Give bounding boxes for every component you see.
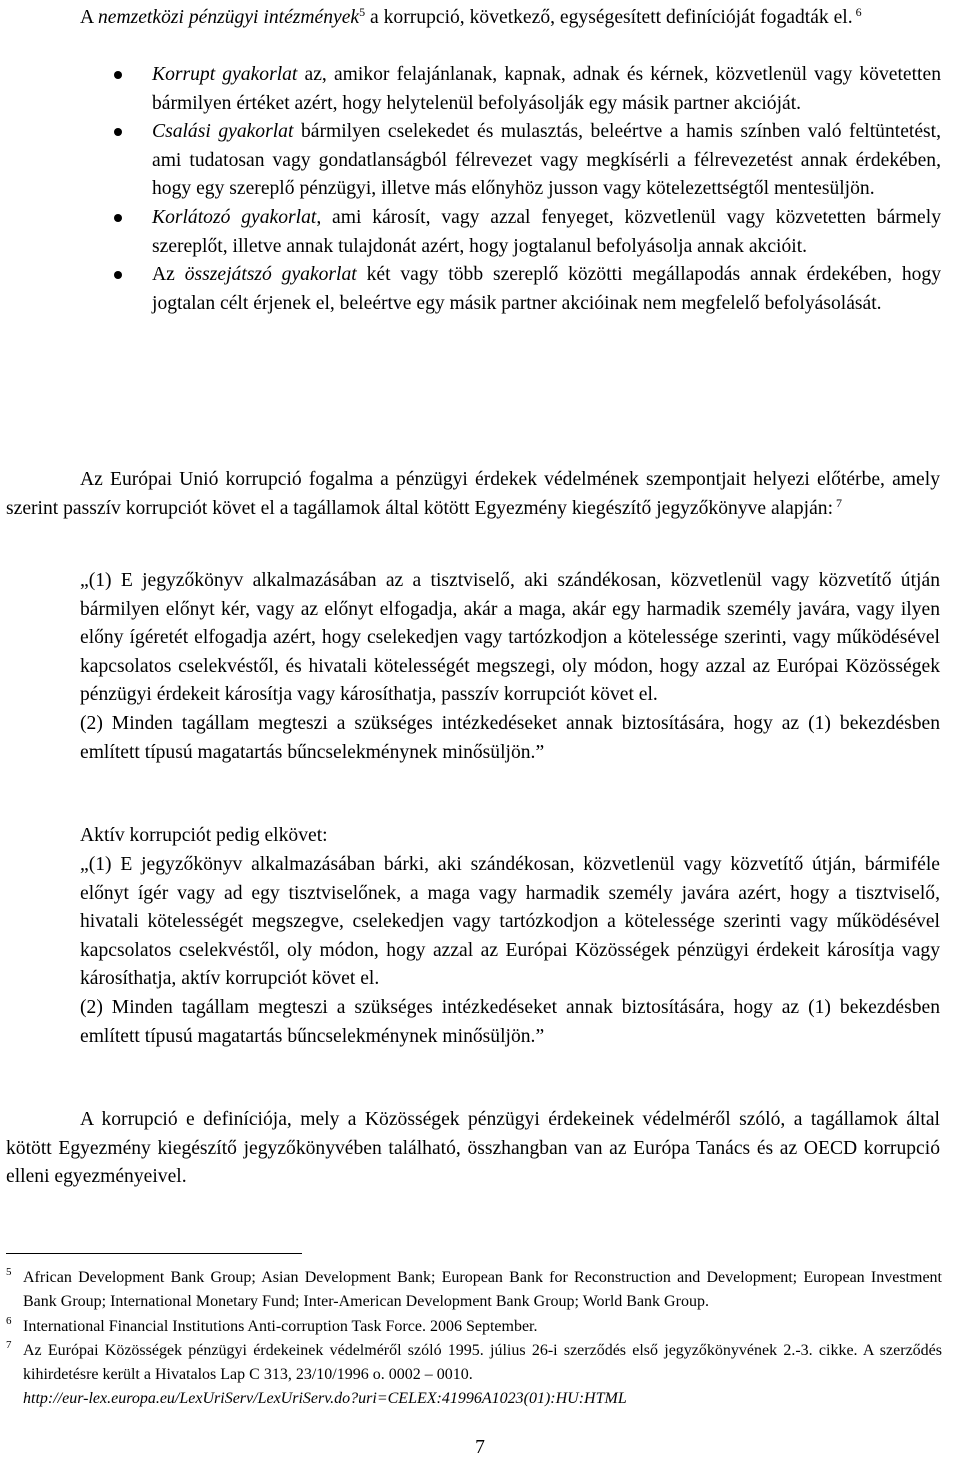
active-corruption-heading: Aktív korrupciót pedig elkövet: [80, 825, 328, 846]
intro-italic-term: nemzetközi pénzügyi intézmények [97, 7, 360, 28]
definition-term: Csalási gyakorlat [152, 121, 294, 143]
bullet-icon [114, 271, 122, 279]
eu-paragraph [6, 466, 940, 523]
page-number: 7 [475, 1437, 485, 1458]
footnote-7 [6, 1339, 942, 1412]
bullet-icon [114, 214, 122, 222]
definition-text: két vagy több szereplő közötti megállapodás annak érdekében, hogy jogtalan célt érjenek el, beleértve egy másik partner akcióinak nem megfelelő befolyásolását. [152, 264, 942, 314]
bullet-icon [114, 128, 122, 136]
definition-item-osszejatszo [152, 261, 941, 318]
quote-paragraph-1: „(1) E jegyzőkönyv alkalmazásában az a tisztviselő, aki szándékosan, közvetlenül vagy közvetítő útján bármilyen előnyt kér, vagy az előnyt elfogadja, akár a maga, akár egy harmadik személy javára, vagy ilyen előny ígéretét elfogadja azért, hogy cselekedjen vagy tartózkodjon a kötelessége szerinti, vagy működésével kapcsolatos cselekvéstől, és hivatali kötelességét megszegi, oly módon, hogy azzal az Európai Közösségek pénzügyi érdekeit károsítja vagy károsíthatja, passzív korrupciót követ el. [80, 570, 940, 706]
quote-paragraph-2: (2) Minden tagállam megteszi a szükséges intézkedéseket annak biztosítására, hogy az (1) bekezdésben említett típusú magatartás bűncselekménynek minősüljön.” [80, 712, 940, 763]
definition-text: bármilyen cselekedet és mulasztás, beleértve a hamis színben való feltüntetést, ami tudatosan vagy gondatlanságból félrevezet vagy megkísérli a félrevezetést annak érdekében, hogy egy szereplő pénzügyi, illetve más előnyhöz jusson vagy kötelezettségtől mentesüljön. [152, 121, 941, 200]
definition-item-korlatozo [152, 204, 941, 261]
footnote-number: 6 [6, 1314, 12, 1327]
intro-paragraph [6, 4, 940, 33]
definition-item-korrupt [152, 61, 941, 118]
bullet-icon [114, 71, 122, 79]
definition-term: összejátszó gyakorlat [184, 264, 357, 286]
definition-lead: Az [152, 264, 185, 286]
footnote-6 [6, 1315, 942, 1339]
final-paragraph: A korrupció e definíciója, mely a Közösségek pénzügyi érdekeinek védelméről szóló, a tagállamok által kötött Egyezmény kiegészítő jegyzőkönyvében található, összhangban van az Európa Tanács és az OECD korrupció elleni egyezményeivel. [6, 1109, 940, 1188]
footnote-5 [6, 1266, 942, 1315]
quote-paragraph-2: (2) Minden tagállam megteszi a szükséges intézkedéseket annak biztosítására, hogy az (1) bekezdésben említett típusú magatartás bűncselekménynek minősüljön.” [80, 996, 940, 1047]
definition-term: Korrupt gyakorlat [152, 64, 298, 85]
definition-term: Korlátozó gyakorlat [152, 206, 317, 228]
definition-text: , ami károsít, vagy azzal fenyeget, közvetlenül vagy közvetetten bármely szereplőt, illetve annak tulajdonát azért, hogy jogtalanul befolyásolja annak akcióit. [152, 206, 941, 257]
footnote-text: International Financial Institutions Anti-corruption Task Force. 2006 September. [23, 1317, 538, 1335]
footnote-link[interactable]: http://eur-lex.europa.eu/LexUriServ/LexUriServ.do?uri=CELEX:41996A1023(01):HU:HTML [23, 1390, 627, 1408]
footnotes [6, 1266, 942, 1412]
footnote-ref-7[interactable]: 7 [833, 495, 843, 510]
footnote-number: 7 [6, 1338, 12, 1351]
intro-pre: A [80, 7, 98, 28]
eu-paragraph-text: Az Európai Unió korrupció fogalma a pénzügyi érdekek védelmének szempontjait helyezi előtérbe, amely szerint passzív korrupciót követ el a tagállamok által kötött Egyezmény kiegészítő jegyzőkönyve alapján: [6, 469, 940, 519]
footnote-number: 5 [6, 1266, 12, 1278]
footnote-separator [6, 1253, 302, 1254]
definition-text: az, amikor felajánlanak, kapnak, adnak és kérnek, közvetlenül vagy követetten bármilyen értéket azért, hogy helytelenül befolyásolják egy másik partner akcióját. [152, 64, 941, 114]
passive-corruption-quote [80, 567, 940, 767]
definition-item-csalasi [152, 118, 941, 204]
footnote-ref-5[interactable]: 5 [359, 5, 366, 19]
footnote-ref-6[interactable]: 6 [852, 5, 862, 19]
quote-paragraph-1: „(1) E jegyzőkönyv alkalmazásában bárki, aki szándékosan, közvetlenül vagy közvetítő útján, bármiféle előnyt ígér vagy ad egy tisztviselőnek, a maga vagy harmadik személy javára azért, hogy a tisztviselő, hivatali kötelességét megszegve, cselekedjen vagy tartózkodjon a kötelessége szerinti vagy működésével kapcsolatos cselekvéstől, oly módon, hogy azzal az Európai Közösségek pénzügyi érdekeit károsítja vagy károsíthatja, aktív korrupciót követ el. [80, 854, 940, 990]
active-corruption-quote [80, 851, 940, 1051]
intro-mid: a korrupció, következő, egységesített definícióját fogadták el. [365, 7, 853, 28]
definitions-list [152, 61, 941, 318]
footnote-text: African Development Bank Group; Asian Development Bank; European Bank for Reconstruction and Development; European Investment Bank Group; International Monetary Fund; Inter-American Development Bank Group; World Bank Group. [23, 1269, 942, 1311]
footnote-text: Az Európai Közösségek pénzügyi érdekeinek védelméről szóló 1995. július 26-i szerződés első jegyzőkönyvének 2.-3. cikke. A szerződés kihirdetésre került a Hivatalos Lap C 313, 23/10/1996 o. 0002 – 0010. [23, 1341, 942, 1384]
